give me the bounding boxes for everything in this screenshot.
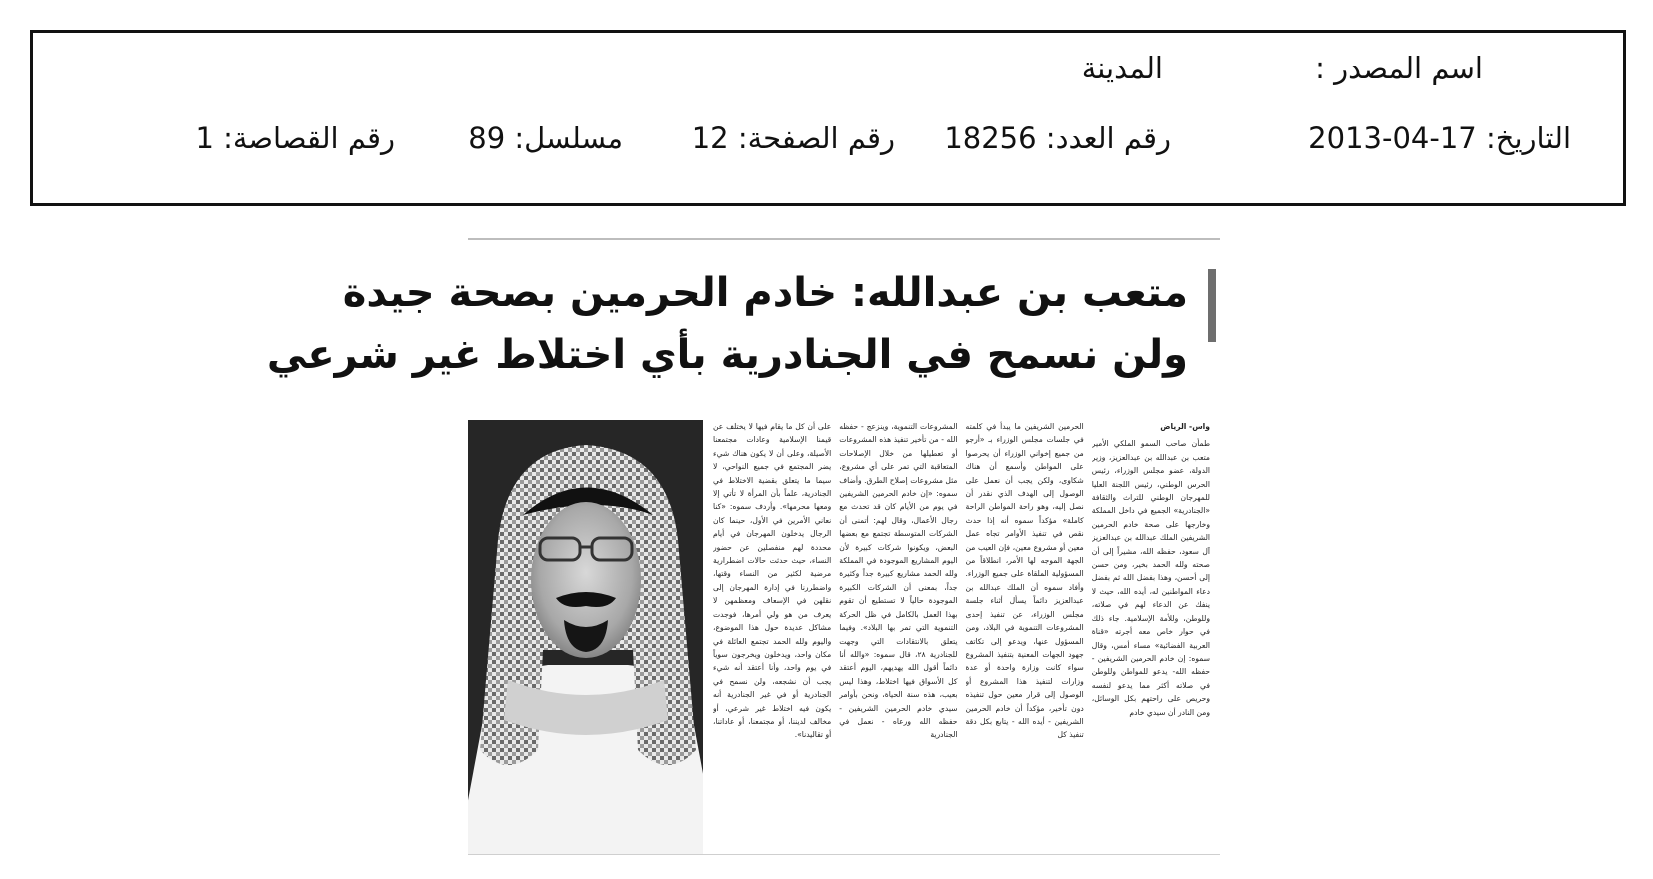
article-column-4-text: على أن كل ما يقام فيها لا يختلف عن قيمنا الإسلامية وعادات مجتمعنا الأصيلة، وعلى أن لا يكون هناك شيء يضر المجتمع في جميع النواحي، لا سيما ما يتعلق بقضية الاختلاط في الجنادرية، علماً بأن المرأة لا تأتي إلا ومعها محرمها». وأردف سموه: «كنا نعاني الأمرين في الأول، حينما كان الرجال يدخلون المهرجان في أيام محددة لهم منفصلين عن حضور النساء، حيث حدثت حالات اضطرارية مرضية لكثير من النساء وقتها، واضطررنا في إدارة المهرجان إلى نقلهن في الإسعاف ومعظمهن لا يعرف من هو ولي أمرها، فوجدت مشاكل عديدة حول هذا الموضوع، واليوم ولله الحمد تجتمع العائلة في مكان واحد، ويدخلون ويخرجون سوياً في يوم واحد، وأنا أعتقد أنه شيء يجب أن نشجعه، ولن نسمح في الجنادرية أو في غير الجنادرية أنه يكون فيه اختلاط غير شرعي، أو مخالف لديننا، أو مجتمعنا، أو عاداتنا، أو تقاليدنا». <box>713 422 832 740</box>
headline-line-2: ولن نسمح في الجنادرية بأي اختلاط غير شرعي <box>266 332 1188 378</box>
source-label: اسم المصدر : <box>1315 51 1483 85</box>
clip-number-field: رقم القصاصة: 1 <box>195 121 395 155</box>
article-column-3 <box>839 420 957 850</box>
issue-number-field: رقم العدد: 18256 <box>944 121 1171 155</box>
source-metadata-box <box>30 30 1626 206</box>
article-column-4 <box>713 420 831 850</box>
source-value: المدينة <box>1081 51 1163 85</box>
article-column-2 <box>966 420 1084 850</box>
article-column-3-text: المشروعات التنموية، وينزعج - حفظه الله - من تأخير تنفيذ هذه المشروعات أو تعطيلها من خلال الإصلاحات المتعاقبة التي تمر على أي مشروع، مثل مشروعات إصلاح الطرق. وأضاف سموه: «إن خادم الحرمين الشريفين في يوم من الأيام كان قد تحدث مع رجال الأعمال، وقال لهم: أتمنى أن الشركات المتوسطة تجتمع مع بعضها البعض، ويكونوا شركات كبيرة لأن اليوم المشاريع الموجودة في المملكة ولله الحمد مشاريع كبيرة جداً وكثيرة جداً، بمعنى أن الشركات الكبيرة الموجودة حالياً لا تستطيع أن تقوم بهذا العمل بالكامل في ظل الحركة التنموية التي تمر بها البلاد». وفيما يتعلق بالانتقادات التي وجهت للجنادرية ٢٨، قال سموه: «والله أنا دائماً أقول الله يهديهم، اليوم أعتقد كل الأسواق فيها اختلاط، وهذا ليس بعيب، هذه سنة الحياة، ونحن بأوامر سيدي خادم الحرمين الشريفين - حفظه الله ورعاه - نعمل في الجنادرية <box>839 422 958 740</box>
clipping-bottom-rule <box>468 854 1220 855</box>
portrait-illustration <box>468 420 703 854</box>
newspaper-clipping <box>266 238 1220 858</box>
article-column-2-text: الحرمين الشريفين ما يبدأ في كلمته في جلسات مجلس الوزراء بـ «أرجو من جميع إخواني الوزراء أن يحرصوا على المواطن وأسمع أن هناك شكاوى، ولكن يجب أن نعمل على الوصول إلى الهدف الذي نقدر أن نصل إليه، وهو راحة المواطن الراحة كاملة» مؤكداً سموه أنه إذا حدث نقص في تنفيذ الأوامر تجاه عمل معين أو مشروع معين، فإن العيب من الجهة الموجه لها الأمر، انطلاقاً من المسؤولية الملقاة على جميع الوزراء. وأفاد سموه أن الملك عبدالله بن عبدالعزيز دائماً يسأل أثناء جلسة مجلس الوزراء، عن تنفيذ إحدى المشروعات التنموية في البلاد، ومن المسؤول عنها، ويدعو إلى تكاتف جهود الجهات المعنية بتنفيذ المشروع سواء كانت وزارة واحدة أو عدة وزارات لتنفيذ هذا المشروع أو الوصول إلى قرار معين حول تنفيذه دون تأخير، مؤكداً أن خادم الحرمين الشريفين - أيده الله - يتابع بكل دقة تنفيذ كل <box>965 422 1084 740</box>
article-photo <box>468 420 703 854</box>
date-field: التاريخ: 17-04-2013 <box>1308 121 1571 155</box>
clipping-top-rule <box>468 238 1220 240</box>
article-column-1 <box>1092 420 1210 850</box>
article-column-1-text: طمأن صاحب السمو الملكي الأمير متعب بن عبدالله بن عبدالعزيز، وزير الدولة، عضو مجلس الوزراء، رئيس الحرس الوطني، رئيس اللجنة العليا للمهرجان الوطني للتراث والثقافة «الجنادرية» الجميع في داخل المملكة وخارجها على صحة خادم الحرمين الشريفين الملك عبدالله بن عبدالعزيز آل سعود، حفظه الله، مشيراً إلى أن صحته ولله الحمد بخير، ومن حسن إلى أحسن، وهذا بفضل الله ثم بفضل دعاء المواطنين له، أيده الله، حيث لا ينفك عن الدعاء لهم في صلاته، وللوطن، وللأمة الإسلامية. جاء ذلك في حوار خاص معه أجرته «قناة العربية الفضائية» مساء أمس، وقال سموه: إن خادم الحرمين الشريفين - حفظه الله- يدعو للمواطن وللوطن في صلاته أكثر مما يدعو لنفسه وحريص على راحتهم بكل الوسائل، ومن النادر أن سيدي خادم <box>1091 439 1210 717</box>
page-number-field: رقم الصفحة: 12 <box>691 121 895 155</box>
serial-number-field: مسلسل: 89 <box>468 121 623 155</box>
headline-line-1: متعب بن عبدالله: خادم الحرمين بصحة جيدة <box>342 270 1188 316</box>
clipping-side-bar <box>1208 269 1216 342</box>
article-dateline: واس- الرياض <box>1160 422 1210 431</box>
article-body <box>713 420 1210 850</box>
